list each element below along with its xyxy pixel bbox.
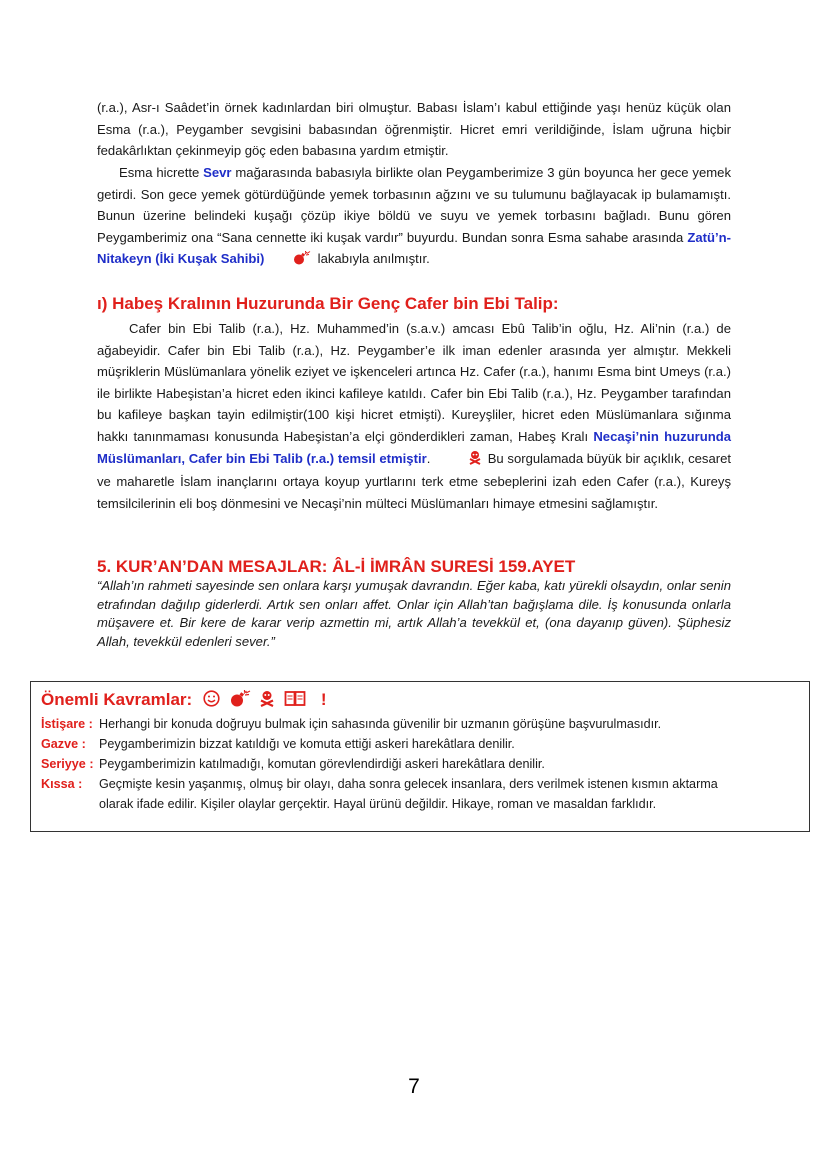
- important-concepts-box: [30, 681, 810, 832]
- paragraph-esma-sevr: Esma hicrette Sevr mağarasında babasıyla birlikte olan Peygamberimize 3 gün boyunca her gece yemek getirdi. Son gece yemek götürdüğünde yemek torbasının ağzını ve su tulumunu bağlayacak ip bulamamıştı. Bunun üzerine belindeki kuşağı çözüp ikiye böldü ve suyu ve yemek torbasını bağladı. Bunu gören Peygamberimiz ona “Sana cennette iki kuşak vardır” buyurdu. Bundan sonra Esma sahabe arasında Zatü’n-Nitakeyn (İki Kuşak Sahibi) lakabıyla anılmıştır.: [97, 162, 731, 272]
- bomb-icon: [229, 690, 251, 712]
- sevr-highlight: Sevr: [203, 165, 232, 180]
- nitakeyn-highlight: Zatü’n-Nitakeyn (İki Kuşak Sahibi): [97, 229, 731, 267]
- ayet-quote: “Allah’ın rahmeti sayesinde sen onlara karşı yumuşak davrandın. Eğer kaba, katı yürekli olsaydın, onlar senin etrafından dağılıp giderlerdi. Artık sen onları affet. Onlar için Allah’tan bağışlama dile. İş konusunda onlarla müşavere et. Bir kere de karar verip azmettin mi, artık Allah’a tevekkül et, (ona dayanıp güven). Şüphesiz Allah, tevekkül edenleri sever.”: [97, 578, 731, 649]
- bomb-icon: [270, 250, 312, 272]
- concept-seriyye: Seriyye : Peygamberimizin katılmadığı, komutan görevlendirdiği askeri harekâtlara denilir.: [41, 757, 545, 771]
- section-i-heading: ı) Habeş Kralının Huzurunda Bir Genç Cafer bin Ebi Talip:: [97, 294, 559, 313]
- concept-istisare: İstişare : Herhangi bir konuda doğruyu bulmak için sahasında güvenilir bir uzmanın görüşüne başvurulmasıdır.: [41, 717, 662, 731]
- necasi-highlight: Necaşi’nin huzurunda Müslümanları, Cafer bin Ebi Talib (r.a.) temsil etmiştir: [97, 428, 731, 466]
- paragraph-esma-intro: (r.a.), Asr-ı Saâdet’in örnek kadınlardan biri olmuştur. Babası İslam’ı kabul ettiğinde yaşı henüz küçük olan Esma (r.a.), Peygamber sevgisini babasından öğrenmiştir. Hicret emri verildiğinde, İslam uğruna hiçbir fedakârlıktan çekinmeyip göç eden babasına yardım etmiştir.: [97, 100, 731, 159]
- skull-crossbones-icon: [436, 450, 482, 472]
- concept-kissa: Kıssa : Geçmişte kesin yaşanmış, olmuş bir olayı, daha sonra gelecek insanlara, ders verilmek istenen kısmın aktarma olarak ifade edilir. Kişiler olaylar gerçektir. Hayal ürünü değildir. Hikaye, roman ve masaldan farklıdır.: [41, 775, 793, 815]
- section-5-heading: 5. KUR’AN’DAN MESAJLAR: ÂL-İ İMRÂN SURESİ 159.AYET: [97, 557, 576, 576]
- concept-gazve: Gazve : Peygamberimizin bizzat katıldığı ve komuta ettiği askeri harekâtlara denilir.: [41, 737, 515, 751]
- skull-crossbones-icon: [259, 690, 275, 712]
- smiley-icon: [203, 690, 220, 712]
- open-book-icon: [284, 690, 306, 712]
- exclamation-mark: !: [320, 690, 327, 709]
- concepts-title: Önemli Kavramlar: !: [41, 690, 327, 712]
- concept-kissa-continuation: olarak ifade edilir. Kişiler olaylar gerçektir. Hayal ürünü değildir. Hikaye, roman ve masaldan farklıdır.: [99, 796, 657, 811]
- paragraph-cafer: Cafer bin Ebi Talib (r.a.), Hz. Muhammed’in (s.a.v.) amcası Ebû Talib’in oğlu, Hz. Ali’nin (r.a.) de ağabeyidir. Cafer bin Ebi Talib (r.a.), Hz. Peygamber’e ilk iman edenler arasında yer almıştır. Mekkeli müşriklerin Müslümanlara yönelik eziyet ve işkenceleri artınca Hz. Cafer (r.a.), hanımı Esma bint Umeys (r.a.) ile birlikte Habeşistan’a hicret eden ikinci kafileye katıldı. Cafer bin Ebi Talib (r.a.), Hz. Peygamber tarafından bu kafileye başkan tayin edilmiştir(100 kişi hicret etmişti). Kureyşliler, hicret eden Müslümanlara sığınma hakkı tanınmaması konusunda Habeşistan’a elçi gönderdikleri zaman, Habeş Kralı Necaşi’nin huzurunda Müslümanları, Cafer bin Ebi Talib (r.a.) temsil etmiştir. Bu sorgulamada büyük bir açıklık, cesaret ve maharetle İslam inançlarını ortaya koyup yurtlarını terk etme sebeplerini izah eden Cafer (r.a.), Kureyş temsilcilerinin eli boş dönmesini ve Necaşi’nin mülteci Müslümanları himaye etmesini sağlamıştır.: [97, 321, 732, 511]
- page-number: 7: [408, 1075, 420, 1098]
